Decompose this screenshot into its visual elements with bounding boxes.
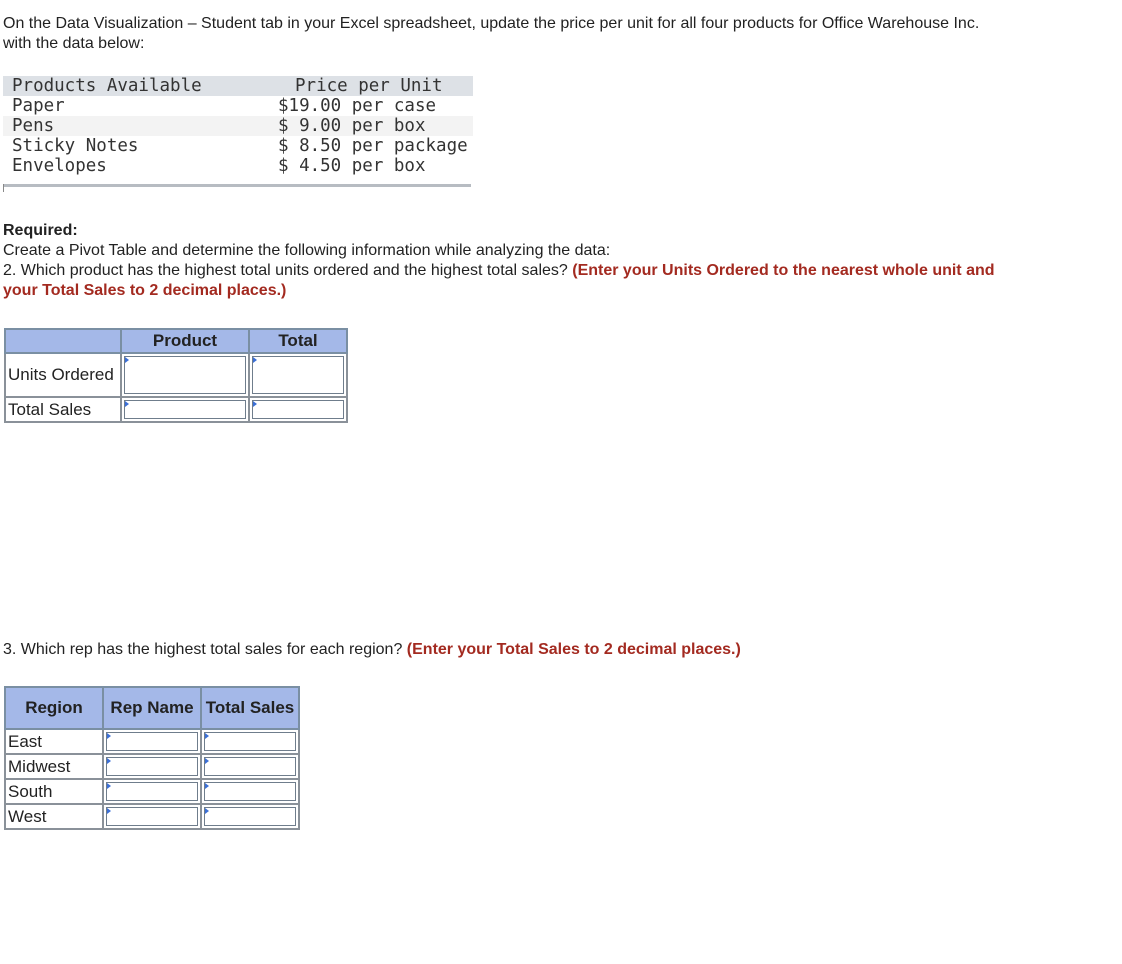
region-label: East [5,729,103,754]
total-sales-column-header: Total Sales [201,687,299,729]
question-2-note: (Enter your Units Ordered to the nearest whole unit and your Total Sales to 2 decimal places.) [3,262,995,299]
product-answer-table [4,328,348,423]
product-price: $ 4.50 per box [278,156,426,176]
east-sales-input[interactable] [204,732,296,751]
product-column-header: Product [121,329,249,353]
west-rep-input[interactable] [106,807,198,826]
product-price: $ 9.00 per box [278,116,426,136]
total-sales-total-input[interactable] [252,400,344,419]
product-price: $19.00 per case [278,96,437,116]
price-row [3,136,473,156]
price-header: Price per Unit [295,76,443,96]
question-3-note: (Enter your Total Sales to 2 decimal places.) [406,641,741,658]
units-ordered-label: Units Ordered [5,353,121,397]
midwest-rep-input[interactable] [106,757,198,776]
product-name: Paper [12,96,65,116]
products-header: Products Available [12,76,202,96]
table1-corner-header [5,329,121,353]
question-3 [3,640,1003,660]
west-sales-input[interactable] [204,807,296,826]
region-column-header: Region [5,687,103,729]
region-answer-table [4,686,300,830]
units-ordered-product-input[interactable] [124,356,246,394]
price-table-header [3,76,473,96]
total-column-header: Total [249,329,347,353]
instructions-text: On the Data Visualization – Student tab in your Excel spreadsheet, update the price per unit for all four products for Office Warehouse Inc. with the data below: [3,15,980,52]
region-label: West [5,804,103,829]
product-name: Pens [12,116,55,136]
south-sales-input[interactable] [204,782,296,801]
midwest-sales-input[interactable] [204,757,296,776]
rep-name-column-header: Rep Name [103,687,201,729]
price-row [3,116,473,136]
price-table-divider-tick [3,184,4,192]
product-price: $ 8.50 per package [278,136,468,156]
price-table [3,76,473,176]
east-rep-input[interactable] [106,732,198,751]
price-table-divider [3,184,471,187]
total-sales-product-input[interactable] [124,400,246,419]
required-heading: Required: [3,222,78,239]
required-line: Create a Pivot Table and determine the following information while analyzing the data: [3,242,611,259]
product-name: Envelopes [12,156,107,176]
question-2-text: 2. Which product has the highest total units ordered and the highest total sales? [3,262,573,279]
price-row [3,156,473,176]
units-ordered-total-input[interactable] [252,356,344,394]
required-section [3,221,1003,301]
south-rep-input[interactable] [106,782,198,801]
question-3-text: 3. Which rep has the highest total sales for each region? [3,641,407,658]
total-sales-label: Total Sales [5,397,121,422]
price-row [3,96,473,116]
region-label: Midwest [5,754,103,779]
region-label: South [5,779,103,804]
product-name: Sticky Notes [12,136,139,156]
question-2 [3,261,1003,301]
